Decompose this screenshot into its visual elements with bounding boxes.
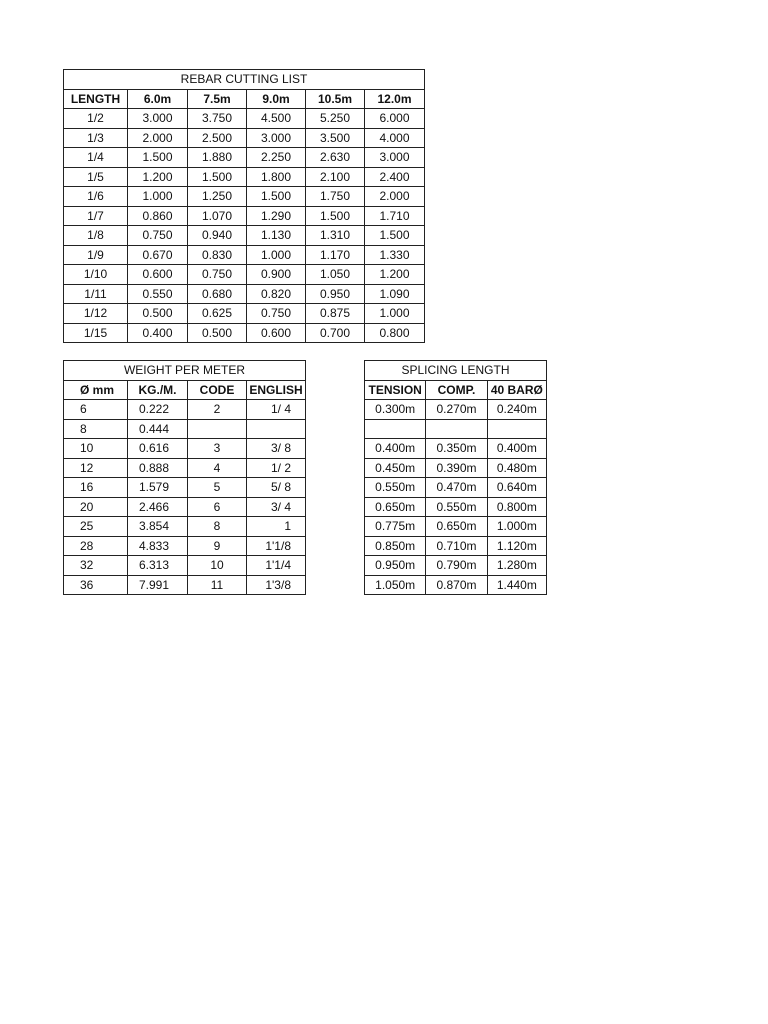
table-cell: 1.200 [365, 265, 425, 285]
table-row [64, 226, 425, 246]
table-cell: 1.710 [365, 206, 425, 226]
column-header: 10.5m [306, 89, 365, 109]
table-cell: 0.870m [426, 575, 487, 595]
table-row [64, 187, 425, 207]
table-cell: 2.000 [365, 187, 425, 207]
table-cell: 3.500 [306, 128, 365, 148]
table-cell: 3.854 [128, 517, 188, 537]
column-header: KG./M. [128, 380, 188, 400]
table-cell: 12 [64, 458, 128, 478]
table-cell: 1.440m [487, 575, 546, 595]
column-header: LENGTH [64, 89, 128, 109]
table-cell: 6 [188, 497, 247, 517]
table-cell: 0.650m [365, 497, 426, 517]
column-header: 7.5m [188, 89, 247, 109]
table-row [64, 575, 306, 595]
table-cell: 4.500 [247, 109, 306, 129]
table-cell [487, 419, 546, 439]
table-cell: 2.250 [247, 148, 306, 168]
table-row [64, 109, 425, 129]
table-cell: 3.000 [128, 109, 188, 129]
table-cell [365, 419, 426, 439]
table-cell: 3.750 [188, 109, 247, 129]
table-cell: 20 [64, 497, 128, 517]
table-row [64, 400, 306, 420]
table-cell: 1/ 4 [247, 400, 306, 420]
table-cell: 1.050 [306, 265, 365, 285]
table-cell: 1.500 [188, 167, 247, 187]
table-cell: 6 [64, 400, 128, 420]
table-cell: 0.640m [487, 478, 546, 498]
table-cell: 1/12 [64, 304, 128, 324]
table-row [365, 497, 547, 517]
cutting-list-title: REBAR CUTTING LIST [64, 70, 425, 90]
table-cell: 0.710m [426, 536, 487, 556]
table-cell: 1.800 [247, 167, 306, 187]
table-cell: 0.750 [128, 226, 188, 246]
table-cell: 1/10 [64, 265, 128, 285]
table-cell: 0.300m [365, 400, 426, 420]
table-row [64, 206, 425, 226]
table-cell: 8 [188, 517, 247, 537]
table-cell: 1.330 [365, 245, 425, 265]
table-row [64, 323, 425, 343]
table-cell: 1.000m [487, 517, 546, 537]
table-cell: 1.120m [487, 536, 546, 556]
table-row [365, 517, 547, 537]
table-cell: 0.616 [128, 439, 188, 459]
cutting-list-body [64, 109, 425, 343]
column-header: COMP. [426, 380, 487, 400]
table-cell: 3/ 8 [247, 439, 306, 459]
table-cell: 0.500 [188, 323, 247, 343]
table-cell: 1'1/8 [247, 536, 306, 556]
table-cell: 10 [188, 556, 247, 576]
column-header: TENSION [365, 380, 426, 400]
table-cell: 8 [64, 419, 128, 439]
table-cell: 28 [64, 536, 128, 556]
table-cell: 0.550m [365, 478, 426, 498]
table-cell: 0.950 [306, 284, 365, 304]
table-cell: 1.050m [365, 575, 426, 595]
table-cell: 1.000 [365, 304, 425, 324]
table-cell: 4 [188, 458, 247, 478]
table-cell: 10 [64, 439, 128, 459]
table-cell: 0.470m [426, 478, 487, 498]
table-cell: 0.800m [487, 497, 546, 517]
rebar-cutting-list-table [63, 69, 425, 343]
weight-table-header-row [64, 380, 306, 400]
table-cell: 0.940 [188, 226, 247, 246]
table-cell: 11 [188, 575, 247, 595]
column-header: Ø mm [64, 380, 128, 400]
table-cell: 1'3/8 [247, 575, 306, 595]
table-cell: 1/ 2 [247, 458, 306, 478]
table-cell: 1.500 [306, 206, 365, 226]
table-row [64, 265, 425, 285]
table-cell: 0.240m [487, 400, 546, 420]
table-cell: 1.500 [365, 226, 425, 246]
table-cell: 1/15 [64, 323, 128, 343]
table-cell: 1.500 [128, 148, 188, 168]
table-cell: 36 [64, 575, 128, 595]
table-cell: 0.350m [426, 439, 487, 459]
table-cell: 0.550 [128, 284, 188, 304]
table-cell: 1.290 [247, 206, 306, 226]
table-cell: 0.750 [247, 304, 306, 324]
table-cell: 0.860 [128, 206, 188, 226]
table-cell [188, 419, 247, 439]
table-cell: 0.800 [365, 323, 425, 343]
table-row [64, 517, 306, 537]
table-row [365, 556, 547, 576]
table-cell: 1.000 [128, 187, 188, 207]
table-cell [247, 419, 306, 439]
table-cell: 1/4 [64, 148, 128, 168]
table-cell: 2.630 [306, 148, 365, 168]
table-cell: 0.888 [128, 458, 188, 478]
table-cell: 0.600 [247, 323, 306, 343]
weight-table-title: WEIGHT PER METER [64, 361, 306, 381]
table-cell: 1.250 [188, 187, 247, 207]
table-cell: 0.270m [426, 400, 487, 420]
table-cell: 3 [188, 439, 247, 459]
table-cell: 2.466 [128, 497, 188, 517]
table-cell: 1.579 [128, 478, 188, 498]
table-cell: 7.991 [128, 575, 188, 595]
table-cell: 1/9 [64, 245, 128, 265]
table-cell: 0.875 [306, 304, 365, 324]
table-row [365, 458, 547, 478]
table-cell: 0.700 [306, 323, 365, 343]
table-cell: 0.625 [188, 304, 247, 324]
table-cell: 1.200 [128, 167, 188, 187]
table-cell: 1/11 [64, 284, 128, 304]
table-cell: 3.000 [365, 148, 425, 168]
table-cell: 0.444 [128, 419, 188, 439]
table-cell: 5 [188, 478, 247, 498]
table-cell: 0.222 [128, 400, 188, 420]
splicing-table-body [365, 400, 547, 595]
table-cell: 0.400m [487, 439, 546, 459]
table-row [64, 497, 306, 517]
column-header: 40 BARØ [487, 380, 546, 400]
table-cell: 1'1/4 [247, 556, 306, 576]
table-cell: 2.400 [365, 167, 425, 187]
table-cell: 9 [188, 536, 247, 556]
table-row [64, 536, 306, 556]
table-cell: 2.100 [306, 167, 365, 187]
table-cell: 0.900 [247, 265, 306, 285]
table-row [64, 556, 306, 576]
table-row [64, 148, 425, 168]
table-cell: 0.500 [128, 304, 188, 324]
table-cell: 0.550m [426, 497, 487, 517]
cutting-list-header-row [64, 89, 425, 109]
table-cell: 3/ 4 [247, 497, 306, 517]
table-cell: 2.500 [188, 128, 247, 148]
table-cell: 0.950m [365, 556, 426, 576]
weight-per-meter-table [63, 360, 306, 595]
table-row [365, 419, 547, 439]
table-cell: 2 [188, 400, 247, 420]
splicing-table-title: SPLICING LENGTH [365, 361, 547, 381]
weight-table-body [64, 400, 306, 595]
table-cell: 0.775m [365, 517, 426, 537]
table-cell: 0.820 [247, 284, 306, 304]
table-cell: 32 [64, 556, 128, 576]
table-cell: 0.650m [426, 517, 487, 537]
table-cell: 1.280m [487, 556, 546, 576]
column-header: 6.0m [128, 89, 188, 109]
table-row [365, 536, 547, 556]
column-header: ENGLISH [247, 380, 306, 400]
table-row [64, 458, 306, 478]
table-cell: 1 [247, 517, 306, 537]
table-row [64, 128, 425, 148]
table-cell: 4.833 [128, 536, 188, 556]
table-cell: 1/8 [64, 226, 128, 246]
table-cell: 6.000 [365, 109, 425, 129]
table-cell: 1/6 [64, 187, 128, 207]
table-row [64, 167, 425, 187]
table-row [365, 439, 547, 459]
table-cell: 2.000 [128, 128, 188, 148]
table-cell: 1/2 [64, 109, 128, 129]
table-cell: 5.250 [306, 109, 365, 129]
table-cell: 16 [64, 478, 128, 498]
column-header: 12.0m [365, 89, 425, 109]
table-cell: 1.170 [306, 245, 365, 265]
table-row [64, 284, 425, 304]
splicing-length-table [364, 360, 547, 595]
splicing-table-header-row [365, 380, 547, 400]
table-cell: 1/7 [64, 206, 128, 226]
table-row [64, 478, 306, 498]
table-cell: 0.830 [188, 245, 247, 265]
table-row [365, 400, 547, 420]
table-cell: 6.313 [128, 556, 188, 576]
table-cell: 4.000 [365, 128, 425, 148]
table-cell: 0.750 [188, 265, 247, 285]
table-row [64, 245, 425, 265]
table-cell: 1.000 [247, 245, 306, 265]
table-row [64, 419, 306, 439]
table-cell: 3.000 [247, 128, 306, 148]
table-row [64, 439, 306, 459]
table-cell: 0.670 [128, 245, 188, 265]
table-cell: 0.400m [365, 439, 426, 459]
table-cell: 0.480m [487, 458, 546, 478]
column-header: 9.0m [247, 89, 306, 109]
table-cell: 0.390m [426, 458, 487, 478]
table-cell: 1.880 [188, 148, 247, 168]
table-cell: 1.070 [188, 206, 247, 226]
table-cell: 1/5 [64, 167, 128, 187]
table-cell: 25 [64, 517, 128, 537]
table-cell: 1.500 [247, 187, 306, 207]
table-cell [426, 419, 487, 439]
table-row [64, 304, 425, 324]
column-header: CODE [188, 380, 247, 400]
table-cell: 5/ 8 [247, 478, 306, 498]
table-cell: 0.450m [365, 458, 426, 478]
table-cell: 1.130 [247, 226, 306, 246]
table-cell: 1.750 [306, 187, 365, 207]
table-cell: 1.090 [365, 284, 425, 304]
table-row [365, 575, 547, 595]
table-row [365, 478, 547, 498]
table-cell: 0.850m [365, 536, 426, 556]
table-cell: 0.400 [128, 323, 188, 343]
table-cell: 1.310 [306, 226, 365, 246]
table-cell: 0.600 [128, 265, 188, 285]
table-cell: 1/3 [64, 128, 128, 148]
table-cell: 0.790m [426, 556, 487, 576]
table-cell: 0.680 [188, 284, 247, 304]
